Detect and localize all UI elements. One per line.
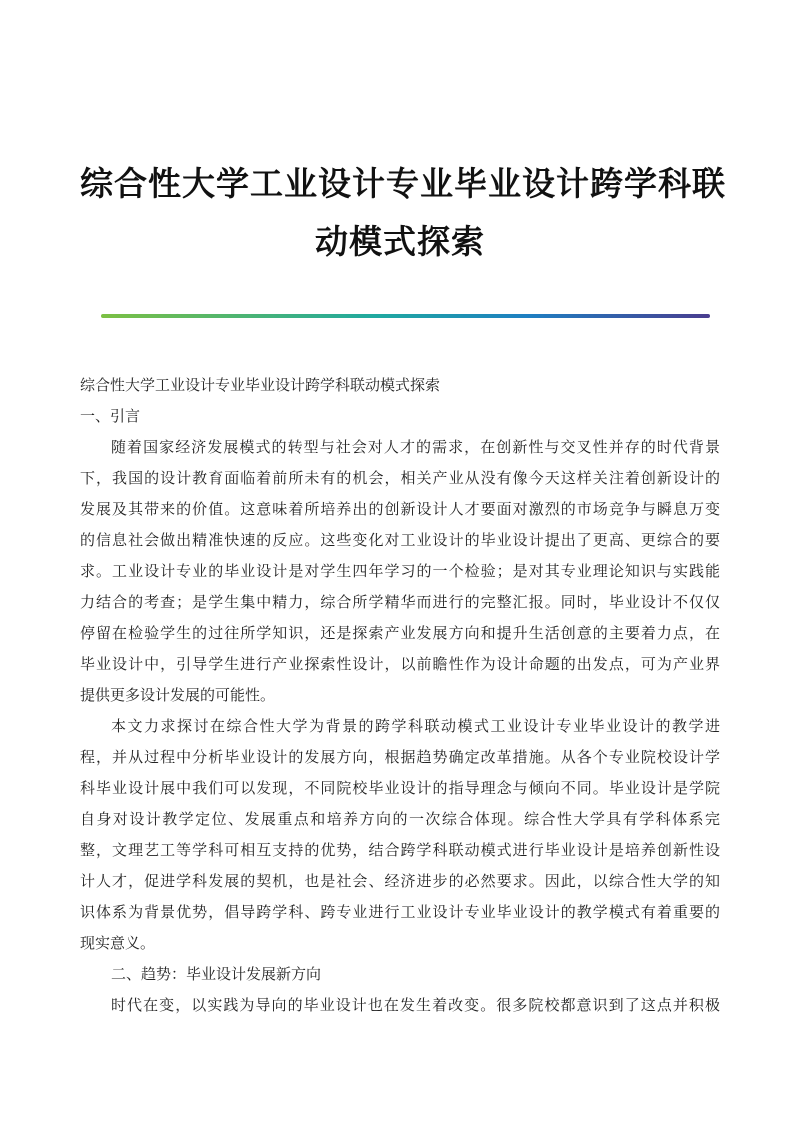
paragraph-line: 提供更多设计发展的可能性。	[80, 686, 276, 704]
paragraph-line: 下，我国的设计教育面临着前所未有的机会，相关产业从没有像今天这样关注着创新设计的	[80, 469, 720, 487]
paragraph-line: 自身对设计教学定位、发展重点和培养方向的一次综合体现。综合性大学具有学科体系完	[80, 810, 720, 828]
section-heading-intro: 一、引言	[80, 407, 141, 425]
paragraph-line: 的信息社会做出精准快速的反应。这些变化对工业设计的毕业设计提出了更高、更综合的要	[80, 531, 720, 549]
paragraph-line: 时代在变，以实践为导向的毕业设计也在发生着改变。很多院校都意识到了这点并积极	[111, 996, 720, 1014]
section-heading-trend: 二、趋势：毕业设计发展新方向	[111, 965, 322, 983]
paragraph-line: 识体系为背景优势，倡导跨学科、跨专业进行工业设计专业毕业设计的教学模式有着重要的	[80, 903, 720, 921]
paragraph-line: 发展及其带来的价值。这意味着所培养出的创新设计人才要面对激烈的市场竞争与瞬息万变	[80, 500, 720, 518]
paragraph-line: 整，文理艺工等学科可相互支持的优势，结合跨学科联动模式进行毕业设计是培养创新性设	[80, 841, 720, 859]
document-title-line-1: 综合性大学工业设计专业毕业设计跨学科联	[80, 164, 726, 203]
paragraph-line: 力结合的考查；是学生集中精力，综合所学精华而进行的完整汇报。同时，毕业设计不仅仅	[80, 593, 720, 611]
paragraph-line: 停留在检验学生的过往所学知识，还是探索产业发展方向和提升生活创意的主要着力点，在	[80, 624, 720, 642]
paragraph-line: 毕业设计中，引导学生进行产业探索性设计，以前瞻性作为设计命题的出发点，可为产业界	[80, 655, 720, 673]
paragraph-line: 程，并从过程中分析毕业设计的发展方向，根据趋势确定改革措施。从各个专业院校设计学	[80, 748, 720, 766]
paragraph-line: 求。工业设计专业的毕业设计是对学生四年学习的一个检验；是对其专业理论知识与实践能	[80, 562, 720, 580]
paragraph-line: 计人才，促进学科发展的契机，也是社会、经济进步的必然要求。因此，以综合性大学的知	[80, 872, 720, 890]
title-divider	[101, 314, 710, 318]
paragraph-line: 现实意义。	[80, 934, 156, 952]
subtitle-line: 综合性大学工业设计专业毕业设计跨学科联动模式探索	[80, 376, 441, 394]
document-body	[80, 370, 720, 1021]
paragraph-line: 科毕业设计展中我们可以发现，不同院校毕业设计的指导理念与倾向不同。毕业设计是学院	[80, 779, 720, 797]
paragraph-line: 随着国家经济发展模式的转型与社会对人才的需求，在创新性与交叉性并存的时代背景	[111, 438, 720, 456]
paragraph-line: 本文力求探讨在综合性大学为背景的跨学科联动模式工业设计专业毕业设计的教学进	[111, 717, 720, 735]
document-title-line-2: 动模式探索	[315, 222, 485, 261]
